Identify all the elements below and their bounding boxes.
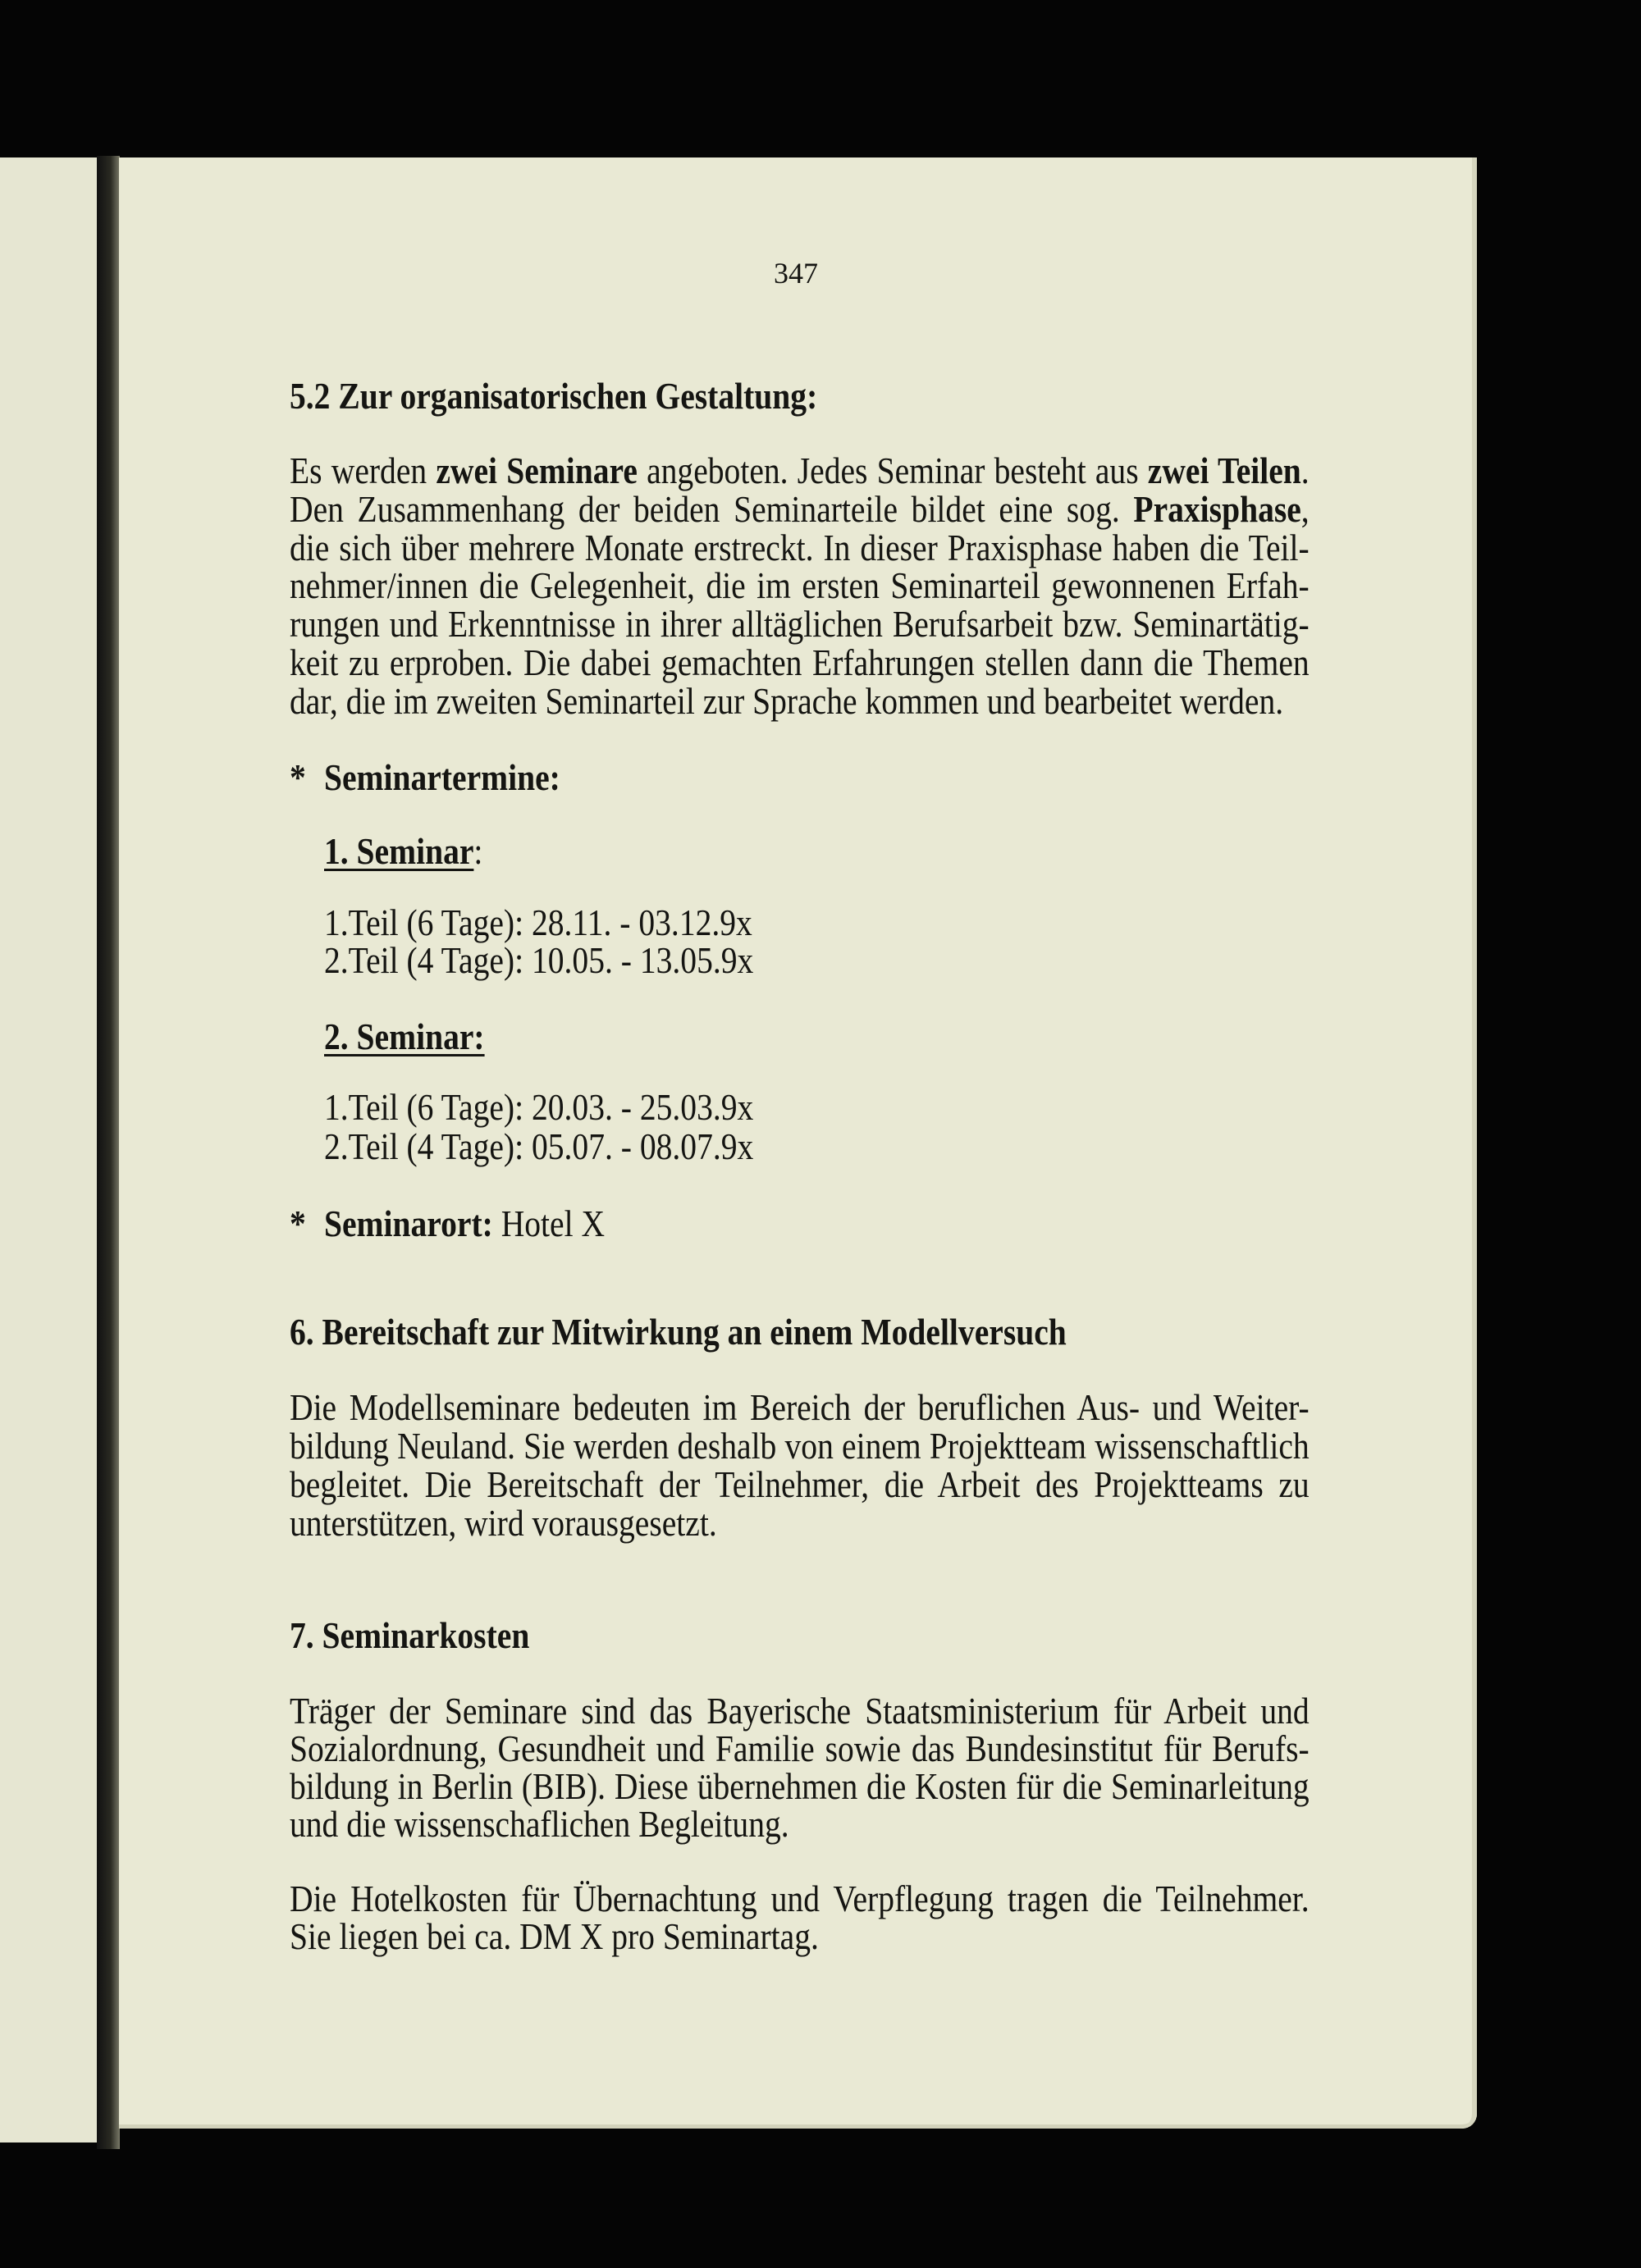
seminar-1-title (324, 831, 1298, 872)
text-line (290, 681, 1310, 722)
seminarort-label: Seminarort: (324, 1202, 493, 1244)
seminar-2-part-2: 2.Teil (4 Tage): 05.07. - 08.07.9x (324, 1125, 754, 1167)
text-run: Sozialordnung, Gesundheit und Familie sowie das Bundesinstitut für Berufs- (290, 1727, 1310, 1769)
text-line (290, 1503, 1310, 1544)
bullet: * (290, 756, 306, 798)
bold-text: zwei Teilen (1147, 449, 1301, 491)
seminartermine-label: Seminartermine: (324, 756, 560, 798)
text-line (290, 1766, 1310, 1807)
text-run: begleitet. Die Bereitschaft der Teilnehmer, die Arbeit des Projektteams zu (290, 1463, 1310, 1505)
text-run: angeboten. Jedes Seminar besteht aus (637, 449, 1148, 491)
text-run: Die Hotelkosten für Übernachtung und Verpflegung tragen die Teilnehmer. (290, 1878, 1310, 1919)
book-gutter (97, 156, 120, 2149)
text-run: nehmer/innen die Gelegenheit, die im ersten Seminarteil gewonnenen Erfah- (290, 564, 1310, 607)
text-run: Es werden (290, 449, 437, 491)
text-run: . (1300, 449, 1310, 491)
text-line (290, 1916, 1310, 1957)
section-heading-5-2: 5.2 Zur organisatorischen Gestaltung: (290, 375, 818, 417)
bold-text: zwei Seminare (436, 449, 638, 491)
text-run: Den Zusammenhang der beiden Seminarteile bildet eine sog. (290, 487, 1134, 530)
text-line (290, 1464, 1310, 1505)
text-line (290, 1728, 1310, 1769)
seminarort-value: Hotel X (492, 1202, 606, 1244)
text-run: keit zu erproben. Die dabei gemachten Erfahrungen stellen dann die Themen (290, 641, 1310, 683)
text-line (290, 527, 1310, 568)
text-line (290, 1691, 1310, 1732)
seminar-1-title-text: 1. Seminar (324, 830, 474, 872)
text-run: bildung in Berlin (BIB). Diese übernehmen die Kosten für die Seminarleitung (290, 1765, 1310, 1807)
text-run: die sich über mehrere Monate erstreckt. In dieser Praxisphase haben die Teil- (290, 526, 1310, 568)
text-line (290, 565, 1310, 606)
text-line (290, 1387, 1310, 1428)
text-line (290, 1426, 1310, 1467)
text-line (290, 642, 1310, 683)
text-run: Träger der Seminare sind das Bayerische Staatsministerium für Arbeit und (290, 1690, 1310, 1732)
text-run: , (1300, 487, 1310, 530)
text-line (290, 450, 1310, 491)
text-line (290, 489, 1310, 530)
text-line (290, 604, 1310, 645)
seminar-2-part-1: 1.Teil (6 Tage): 20.03. - 25.03.9x (324, 1086, 754, 1128)
text-line (290, 1804, 1310, 1845)
seminar-1-colon: : (473, 830, 483, 872)
text-run: Die Modellseminare bedeuten im Bereich der beruflichen Aus- und Weiter- (290, 1386, 1310, 1428)
text-run: Sie liegen bei ca. DM X pro Seminartag. (290, 1915, 819, 1957)
text-run: bildung Neuland. Sie werden deshalb von einem Projektteam wissenschaftlich (290, 1425, 1310, 1467)
text-run: dar, die im zweiten Seminarteil zur Sprache kommen und bearbeitet werden. (290, 679, 1284, 722)
text-run: unterstützen, wird vorausgesetzt. (290, 1502, 717, 1544)
section-heading-6: 6. Bereitschaft zur Mitwirkung an einem Modellversuch (290, 1311, 1067, 1353)
facing-page-edge (0, 157, 97, 2143)
seminar-2-title-text: 2. Seminar: (324, 1015, 485, 1057)
seminar-1-part-1: 1.Teil (6 Tage): 28.11. - 03.12.9x (324, 901, 752, 943)
page-number: 347 (774, 257, 818, 290)
seminarort (324, 1203, 1298, 1244)
text-run: und die wissenschaflichen Begleitung. (290, 1803, 789, 1845)
text-run: rungen und Erkenntnisse in ihrer alltäglichen Berufsarbeit bzw. Seminartätig- (290, 603, 1310, 646)
bold-text: Praxisphase (1133, 487, 1301, 530)
seminarort-bullet: * (290, 1202, 306, 1244)
text-line (290, 1878, 1310, 1919)
seminar-2-title (324, 1016, 1298, 1057)
section-heading-7: 7. Seminarkosten (290, 1614, 530, 1656)
seminar-1-part-2: 2.Teil (4 Tage): 10.05. - 13.05.9x (324, 939, 754, 981)
